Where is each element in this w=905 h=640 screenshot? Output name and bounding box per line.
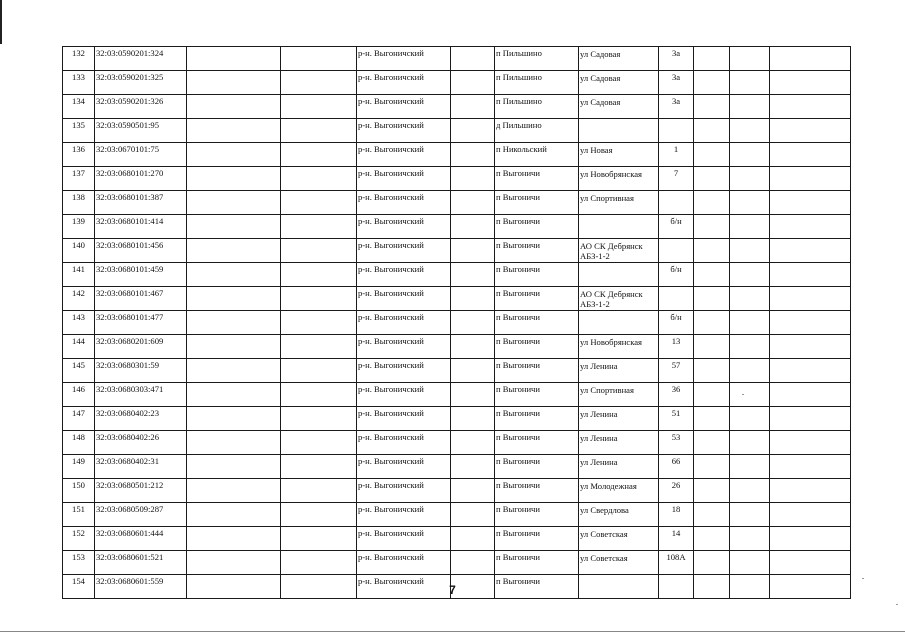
table-row bbox=[63, 191, 851, 215]
street-cell: ул Советская bbox=[579, 527, 659, 551]
empty-cell bbox=[694, 215, 730, 239]
cadastral-number-cell: 32:03:0590501:95 bbox=[95, 119, 187, 143]
cadastral-number-cell: 32:03:0680101:477 bbox=[95, 311, 187, 335]
page-number: 7 bbox=[449, 583, 456, 597]
settlement-cell: п Выгоничи bbox=[495, 311, 579, 335]
empty-cell bbox=[730, 311, 770, 335]
street-cell: ул Садовая bbox=[579, 95, 659, 119]
house-number-cell: 66 bbox=[659, 455, 694, 479]
settlement-cell: п Выгоничи bbox=[495, 479, 579, 503]
cadastral-number-cell: 32:03:0680101:387 bbox=[95, 191, 187, 215]
scan-speck bbox=[896, 604, 898, 605]
empty-cell bbox=[730, 335, 770, 359]
district-cell: р-н. Выгоничский bbox=[357, 311, 451, 335]
empty-cell bbox=[187, 335, 281, 359]
empty-cell bbox=[770, 239, 851, 263]
scan-speck bbox=[862, 578, 864, 579]
register-body bbox=[63, 47, 851, 599]
empty-cell bbox=[730, 383, 770, 407]
empty-cell bbox=[187, 431, 281, 455]
table-row bbox=[63, 503, 851, 527]
street-cell: ул Свердлова bbox=[579, 503, 659, 527]
house-number-cell: 14 bbox=[659, 527, 694, 551]
empty-cell bbox=[694, 431, 730, 455]
scan-edge-line bbox=[0, 0, 2, 44]
district-cell: р-н. Выгоничский bbox=[357, 527, 451, 551]
empty-cell bbox=[187, 455, 281, 479]
cadastral-number-cell: 32:03:0670101:75 bbox=[95, 143, 187, 167]
house-number-cell: б/н bbox=[659, 311, 694, 335]
row-number-cell: 146 bbox=[63, 383, 95, 407]
empty-cell bbox=[281, 47, 357, 71]
house-number-cell bbox=[659, 119, 694, 143]
empty-cell bbox=[281, 71, 357, 95]
table-row bbox=[63, 71, 851, 95]
empty-cell bbox=[451, 167, 495, 191]
empty-cell bbox=[770, 143, 851, 167]
empty-cell bbox=[187, 143, 281, 167]
table-row bbox=[63, 407, 851, 431]
empty-cell bbox=[770, 47, 851, 71]
table-row bbox=[63, 359, 851, 383]
row-number-cell: 139 bbox=[63, 215, 95, 239]
district-cell: р-н. Выгоничский bbox=[357, 383, 451, 407]
empty-cell bbox=[694, 527, 730, 551]
settlement-cell: п Выгоничи bbox=[495, 215, 579, 239]
row-number-cell: 151 bbox=[63, 503, 95, 527]
empty-cell bbox=[770, 95, 851, 119]
house-number-cell: б/н bbox=[659, 263, 694, 287]
house-number-cell bbox=[659, 191, 694, 215]
empty-cell bbox=[770, 71, 851, 95]
table-row bbox=[63, 143, 851, 167]
table-row bbox=[63, 551, 851, 575]
empty-cell bbox=[694, 71, 730, 95]
house-number-cell: 57 bbox=[659, 359, 694, 383]
empty-cell bbox=[730, 95, 770, 119]
district-cell: р-н. Выгоничский bbox=[357, 143, 451, 167]
cadastral-number-cell: 32:03:0680402:26 bbox=[95, 431, 187, 455]
cadastral-number-cell: 32:03:0680601:521 bbox=[95, 551, 187, 575]
empty-cell bbox=[281, 479, 357, 503]
empty-cell bbox=[187, 503, 281, 527]
empty-cell bbox=[187, 95, 281, 119]
empty-cell bbox=[187, 119, 281, 143]
cadastral-number-cell: 32:03:0680501:212 bbox=[95, 479, 187, 503]
street-cell: ул Ленина bbox=[579, 359, 659, 383]
street-cell: ул Ленина bbox=[579, 407, 659, 431]
street-cell: ул Новобрянская bbox=[579, 335, 659, 359]
empty-cell bbox=[281, 503, 357, 527]
settlement-cell: п Выгоничи bbox=[495, 455, 579, 479]
district-cell: р-н. Выгоничский bbox=[357, 431, 451, 455]
row-number-cell: 154 bbox=[63, 575, 95, 599]
empty-cell bbox=[451, 551, 495, 575]
district-cell: р-н. Выгоничский bbox=[357, 95, 451, 119]
empty-cell bbox=[451, 455, 495, 479]
empty-cell bbox=[730, 47, 770, 71]
empty-cell bbox=[187, 47, 281, 71]
empty-cell bbox=[730, 503, 770, 527]
row-number-cell: 140 bbox=[63, 239, 95, 263]
cadastral-number-cell: 32:03:0680301:59 bbox=[95, 359, 187, 383]
district-cell: р-н. Выгоничский bbox=[357, 359, 451, 383]
settlement-cell: п Никольский bbox=[495, 143, 579, 167]
cadastral-number-cell: 32:03:0680402:31 bbox=[95, 455, 187, 479]
district-cell: р-н. Выгоничский bbox=[357, 575, 451, 599]
empty-cell bbox=[451, 143, 495, 167]
house-number-cell: 3а bbox=[659, 95, 694, 119]
street-cell: ул Садовая bbox=[579, 47, 659, 71]
house-number-cell: 18 bbox=[659, 503, 694, 527]
cadastral-number-cell: 32:03:0680601:444 bbox=[95, 527, 187, 551]
empty-cell bbox=[770, 431, 851, 455]
settlement-cell: п Пильшино bbox=[495, 47, 579, 71]
empty-cell bbox=[451, 71, 495, 95]
settlement-cell: п Выгоничи bbox=[495, 575, 579, 599]
empty-cell bbox=[694, 287, 730, 311]
table-row bbox=[63, 431, 851, 455]
empty-cell bbox=[730, 551, 770, 575]
empty-cell bbox=[694, 335, 730, 359]
empty-cell bbox=[770, 119, 851, 143]
street-cell bbox=[579, 215, 659, 239]
empty-cell bbox=[770, 167, 851, 191]
empty-cell bbox=[451, 239, 495, 263]
street-cell bbox=[579, 119, 659, 143]
empty-cell bbox=[730, 407, 770, 431]
table-row bbox=[63, 119, 851, 143]
empty-cell bbox=[730, 431, 770, 455]
empty-cell bbox=[187, 191, 281, 215]
house-number-cell: 13 bbox=[659, 335, 694, 359]
cadastral-number-cell: 32:03:0590201:326 bbox=[95, 95, 187, 119]
house-number-cell: 1 bbox=[659, 143, 694, 167]
empty-cell bbox=[694, 119, 730, 143]
street-cell: ул Спортивная bbox=[579, 383, 659, 407]
row-number-cell: 141 bbox=[63, 263, 95, 287]
empty-cell bbox=[770, 551, 851, 575]
street-cell: ул Молодежная bbox=[579, 479, 659, 503]
empty-cell bbox=[730, 119, 770, 143]
row-number-cell: 150 bbox=[63, 479, 95, 503]
district-cell: р-н. Выгоничский bbox=[357, 239, 451, 263]
row-number-cell: 143 bbox=[63, 311, 95, 335]
district-cell: р-н. Выгоничский bbox=[357, 167, 451, 191]
empty-cell bbox=[281, 527, 357, 551]
empty-cell bbox=[694, 311, 730, 335]
empty-cell bbox=[770, 311, 851, 335]
empty-cell bbox=[451, 95, 495, 119]
empty-cell bbox=[694, 191, 730, 215]
empty-cell bbox=[730, 455, 770, 479]
empty-cell bbox=[730, 191, 770, 215]
property-register-table bbox=[62, 46, 851, 599]
street-cell: ул Ленина bbox=[579, 455, 659, 479]
street-cell: ул Советская bbox=[579, 551, 659, 575]
street-cell: АО СК Дебрянск АБЗ-1-2 bbox=[579, 239, 659, 263]
table-row bbox=[63, 239, 851, 263]
row-number-cell: 145 bbox=[63, 359, 95, 383]
cadastral-number-cell: 32:03:0590201:325 bbox=[95, 71, 187, 95]
settlement-cell: п Выгоничи bbox=[495, 431, 579, 455]
empty-cell bbox=[281, 143, 357, 167]
district-cell: р-н. Выгоничский bbox=[357, 335, 451, 359]
empty-cell bbox=[770, 527, 851, 551]
empty-cell bbox=[770, 383, 851, 407]
settlement-cell: п Выгоничи bbox=[495, 359, 579, 383]
cadastral-number-cell: 32:03:0680101:456 bbox=[95, 239, 187, 263]
empty-cell bbox=[770, 479, 851, 503]
table-row bbox=[63, 287, 851, 311]
empty-cell bbox=[694, 503, 730, 527]
empty-cell bbox=[694, 239, 730, 263]
empty-cell bbox=[770, 359, 851, 383]
empty-cell bbox=[730, 359, 770, 383]
empty-cell bbox=[451, 359, 495, 383]
row-number-cell: 133 bbox=[63, 71, 95, 95]
empty-cell bbox=[451, 335, 495, 359]
empty-cell bbox=[281, 167, 357, 191]
row-number-cell: 152 bbox=[63, 527, 95, 551]
district-cell: р-н. Выгоничский bbox=[357, 503, 451, 527]
cadastral-number-cell: 32:03:0680303:471 bbox=[95, 383, 187, 407]
empty-cell bbox=[451, 383, 495, 407]
empty-cell bbox=[187, 407, 281, 431]
street-cell: АО СК Дебрянск АБЗ-1-2 bbox=[579, 287, 659, 311]
table-row bbox=[63, 95, 851, 119]
empty-cell bbox=[694, 95, 730, 119]
row-number-cell: 149 bbox=[63, 455, 95, 479]
street-cell: ул Спортивная bbox=[579, 191, 659, 215]
empty-cell bbox=[694, 359, 730, 383]
cadastral-number-cell: 32:03:0680101:467 bbox=[95, 287, 187, 311]
district-cell: р-н. Выгоничский bbox=[357, 479, 451, 503]
empty-cell bbox=[281, 215, 357, 239]
house-number-cell: 53 bbox=[659, 431, 694, 455]
district-cell: р-н. Выгоничский bbox=[357, 71, 451, 95]
district-cell: р-н. Выгоничский bbox=[357, 407, 451, 431]
row-number-cell: 135 bbox=[63, 119, 95, 143]
district-cell: р-н. Выгоничский bbox=[357, 191, 451, 215]
empty-cell bbox=[187, 359, 281, 383]
settlement-cell: п Выгоничи bbox=[495, 263, 579, 287]
settlement-cell: п Выгоничи bbox=[495, 503, 579, 527]
settlement-cell: п Выгоничи bbox=[495, 287, 579, 311]
settlement-cell: п Выгоничи bbox=[495, 383, 579, 407]
street-cell bbox=[579, 311, 659, 335]
table-row bbox=[63, 527, 851, 551]
row-number-cell: 153 bbox=[63, 551, 95, 575]
house-number-cell bbox=[659, 287, 694, 311]
empty-cell bbox=[187, 215, 281, 239]
empty-cell bbox=[187, 239, 281, 263]
cadastral-number-cell: 32:03:0680509:287 bbox=[95, 503, 187, 527]
table-row bbox=[63, 383, 851, 407]
settlement-cell: п Выгоничи bbox=[495, 335, 579, 359]
settlement-cell: п Пильшино bbox=[495, 71, 579, 95]
settlement-cell: п Выгоничи bbox=[495, 407, 579, 431]
empty-cell bbox=[187, 167, 281, 191]
empty-cell bbox=[451, 119, 495, 143]
house-number-cell: б/н bbox=[659, 215, 694, 239]
row-number-cell: 136 bbox=[63, 143, 95, 167]
empty-cell bbox=[770, 407, 851, 431]
settlement-cell: п Выгоничи bbox=[495, 239, 579, 263]
empty-cell bbox=[730, 71, 770, 95]
table-row bbox=[63, 47, 851, 71]
empty-cell bbox=[730, 479, 770, 503]
district-cell: р-н. Выгоничский bbox=[357, 263, 451, 287]
empty-cell bbox=[730, 527, 770, 551]
empty-cell bbox=[281, 335, 357, 359]
empty-cell bbox=[694, 383, 730, 407]
street-cell: ул Новая bbox=[579, 143, 659, 167]
empty-cell bbox=[694, 479, 730, 503]
row-number-cell: 144 bbox=[63, 335, 95, 359]
house-number-cell: 51 bbox=[659, 407, 694, 431]
empty-cell bbox=[451, 311, 495, 335]
house-number-cell: 7 bbox=[659, 167, 694, 191]
empty-cell bbox=[451, 191, 495, 215]
empty-cell bbox=[451, 287, 495, 311]
district-cell: р-н. Выгоничский bbox=[357, 455, 451, 479]
empty-cell bbox=[281, 191, 357, 215]
empty-cell bbox=[770, 191, 851, 215]
empty-cell bbox=[730, 215, 770, 239]
district-cell: р-н. Выгоничский bbox=[357, 215, 451, 239]
empty-cell bbox=[770, 215, 851, 239]
house-number-cell: 26 bbox=[659, 479, 694, 503]
settlement-cell: п Выгоничи bbox=[495, 551, 579, 575]
empty-cell bbox=[281, 311, 357, 335]
settlement-cell: п Выгоничи bbox=[495, 167, 579, 191]
settlement-cell: п Выгоничи bbox=[495, 191, 579, 215]
district-cell: р-н. Выгоничский bbox=[357, 287, 451, 311]
scan-bottom-line bbox=[0, 631, 905, 632]
empty-cell bbox=[694, 47, 730, 71]
house-number-cell bbox=[659, 239, 694, 263]
district-cell: р-н. Выгоничский bbox=[357, 551, 451, 575]
cadastral-number-cell: 32:03:0680601:559 bbox=[95, 575, 187, 599]
table-row bbox=[63, 479, 851, 503]
empty-cell bbox=[730, 143, 770, 167]
empty-cell bbox=[451, 527, 495, 551]
empty-cell bbox=[281, 431, 357, 455]
empty-cell bbox=[694, 263, 730, 287]
empty-cell bbox=[451, 47, 495, 71]
empty-cell bbox=[694, 455, 730, 479]
district-cell: р-н. Выгоничский bbox=[357, 47, 451, 71]
empty-cell bbox=[730, 287, 770, 311]
empty-cell bbox=[187, 479, 281, 503]
empty-cell bbox=[730, 263, 770, 287]
street-cell: ул Ленина bbox=[579, 431, 659, 455]
settlement-cell: п Пильшино bbox=[495, 95, 579, 119]
district-cell: р-н. Выгоничский bbox=[357, 119, 451, 143]
table-row bbox=[63, 215, 851, 239]
street-cell bbox=[579, 263, 659, 287]
cadastral-number-cell: 32:03:0680101:459 bbox=[95, 263, 187, 287]
house-number-cell: 3а bbox=[659, 71, 694, 95]
empty-cell bbox=[451, 503, 495, 527]
house-number-cell: 108А bbox=[659, 551, 694, 575]
row-number-cell: 132 bbox=[63, 47, 95, 71]
empty-cell bbox=[281, 359, 357, 383]
empty-cell bbox=[281, 119, 357, 143]
empty-cell bbox=[187, 551, 281, 575]
empty-cell bbox=[770, 287, 851, 311]
cadastral-number-cell: 32:03:0590201:324 bbox=[95, 47, 187, 71]
table-row bbox=[63, 263, 851, 287]
empty-cell bbox=[694, 407, 730, 431]
settlement-cell: д Пильшино bbox=[495, 119, 579, 143]
cadastral-number-cell: 32:03:0680101:270 bbox=[95, 167, 187, 191]
empty-cell bbox=[451, 407, 495, 431]
table-row bbox=[63, 455, 851, 479]
street-cell: ул Садовая bbox=[579, 71, 659, 95]
empty-cell bbox=[694, 167, 730, 191]
empty-cell bbox=[694, 551, 730, 575]
empty-cell bbox=[281, 95, 357, 119]
empty-cell bbox=[187, 383, 281, 407]
empty-cell bbox=[281, 407, 357, 431]
scan-speck bbox=[742, 394, 744, 395]
empty-cell bbox=[451, 263, 495, 287]
empty-cell bbox=[451, 431, 495, 455]
empty-cell bbox=[770, 263, 851, 287]
empty-cell bbox=[451, 215, 495, 239]
empty-cell bbox=[187, 527, 281, 551]
row-number-cell: 148 bbox=[63, 431, 95, 455]
row-number-cell: 142 bbox=[63, 287, 95, 311]
empty-cell bbox=[451, 479, 495, 503]
empty-cell bbox=[281, 551, 357, 575]
empty-cell bbox=[187, 311, 281, 335]
empty-cell bbox=[730, 167, 770, 191]
cadastral-number-cell: 32:03:0680101:414 bbox=[95, 215, 187, 239]
house-number-cell: 3а bbox=[659, 47, 694, 71]
empty-cell bbox=[187, 287, 281, 311]
empty-cell bbox=[730, 239, 770, 263]
empty-cell bbox=[281, 455, 357, 479]
settlement-cell: п Выгоничи bbox=[495, 527, 579, 551]
empty-cell bbox=[187, 263, 281, 287]
row-number-cell: 147 bbox=[63, 407, 95, 431]
row-number-cell: 138 bbox=[63, 191, 95, 215]
empty-cell bbox=[770, 455, 851, 479]
empty-cell bbox=[187, 71, 281, 95]
empty-cell bbox=[770, 335, 851, 359]
row-number-cell: 137 bbox=[63, 167, 95, 191]
empty-cell bbox=[281, 287, 357, 311]
house-number-cell: 36 bbox=[659, 383, 694, 407]
empty-cell bbox=[694, 143, 730, 167]
table-row bbox=[63, 335, 851, 359]
table-row bbox=[63, 311, 851, 335]
street-cell: ул Новобрянская bbox=[579, 167, 659, 191]
row-number-cell: 134 bbox=[63, 95, 95, 119]
empty-cell bbox=[770, 503, 851, 527]
empty-cell bbox=[281, 263, 357, 287]
table-row bbox=[63, 167, 851, 191]
empty-cell bbox=[281, 383, 357, 407]
cadastral-number-cell: 32:03:0680402:23 bbox=[95, 407, 187, 431]
cadastral-number-cell: 32:03:0680201:609 bbox=[95, 335, 187, 359]
empty-cell bbox=[281, 239, 357, 263]
